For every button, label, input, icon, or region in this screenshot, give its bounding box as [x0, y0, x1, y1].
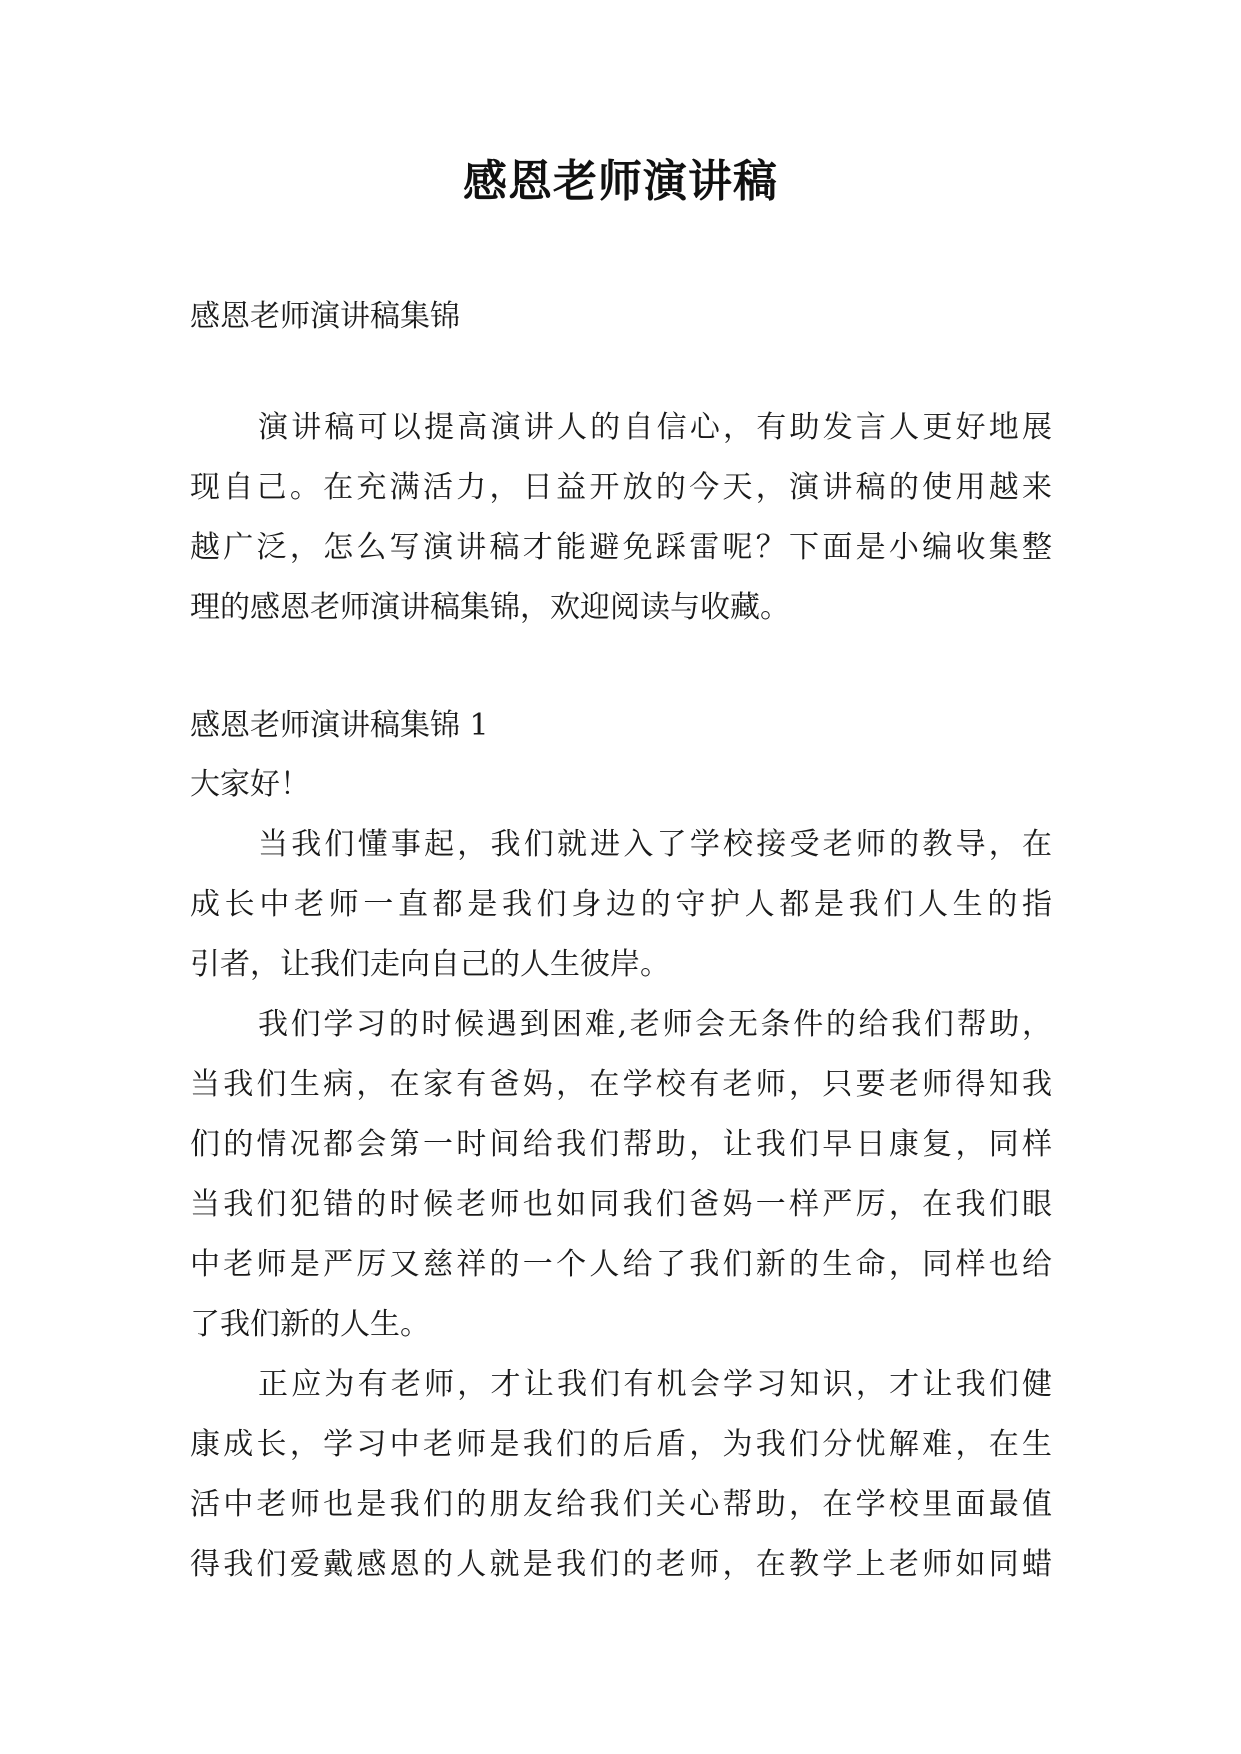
paragraph-line: 我们学习的时候遇到困难,老师会无条件的给我们帮助，	[258, 1007, 1052, 1042]
paragraph-line: 正应为有老师，才让我们有机会学习知识，才让我们健	[258, 1367, 1052, 1402]
intro-line: 越广泛，怎么写演讲稿才能避免踩雷呢？下面是小编收集整	[190, 530, 1052, 565]
paragraph-line: 中老师是严厉又慈祥的一个人给了我们新的生命，同样也给	[190, 1247, 1052, 1282]
paragraph-line: 了我们新的人生。	[190, 1307, 430, 1342]
paragraph-line: 当我们犯错的时候老师也如同我们爸妈一样严厉，在我们眼	[190, 1187, 1052, 1222]
paragraph-line: 得我们爱戴感恩的人就是我们的老师，在教学上老师如同蜡	[190, 1547, 1052, 1582]
paragraph-line: 活中老师也是我们的朋友给我们关心帮助，在学校里面最值	[190, 1487, 1052, 1522]
intro-line: 理的感恩老师演讲稿集锦，欢迎阅读与收藏。	[190, 590, 790, 625]
document-subtitle: 感恩老师演讲稿集锦	[190, 299, 460, 334]
document-title: 感恩老师演讲稿	[463, 156, 778, 207]
intro-line: 演讲稿可以提高演讲人的自信心，有助发言人更好地展	[258, 410, 1052, 445]
paragraph-line: 当我们生病，在家有爸妈，在学校有老师，只要老师得知我	[190, 1067, 1052, 1102]
paragraph-line: 成长中老师一直都是我们身边的守护人都是我们人生的指	[190, 887, 1052, 922]
paragraph-line: 们的情况都会第一时间给我们帮助，让我们早日康复，同样	[190, 1127, 1052, 1162]
paragraph-line: 康成长，学习中老师是我们的后盾，为我们分忧解难，在生	[190, 1427, 1052, 1462]
section-heading: 感恩老师演讲稿集锦 1	[190, 708, 489, 743]
intro-line: 现自己。在充满活力，日益开放的今天，演讲稿的使用越来	[190, 470, 1052, 505]
paragraph-line: 当我们懂事起，我们就进入了学校接受老师的教导，在	[258, 827, 1052, 862]
paragraph-line: 引者，让我们走向自己的人生彼岸。	[190, 947, 670, 982]
greeting: 大家好！	[190, 767, 310, 802]
